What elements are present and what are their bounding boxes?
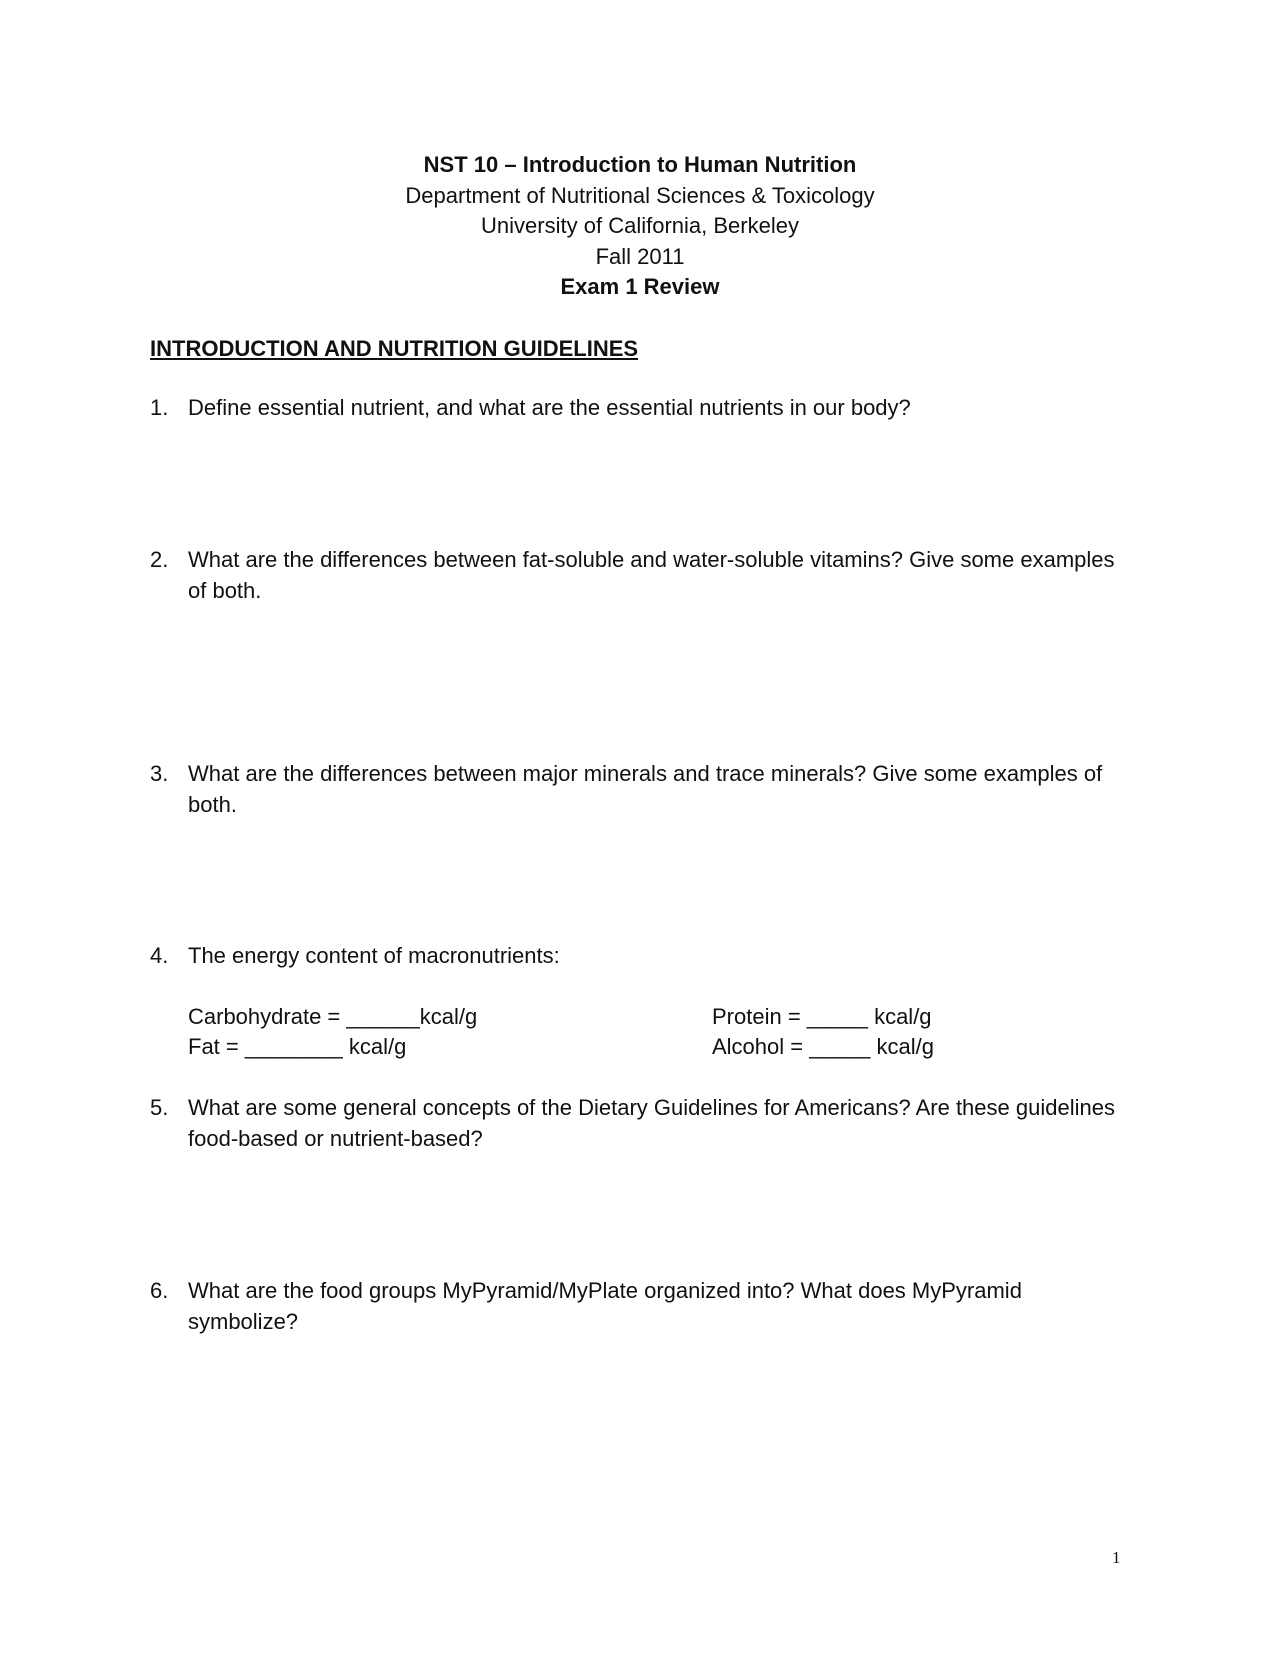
- carbohydrate-blank: Carbohydrate = ______kcal/g: [188, 1004, 478, 1029]
- question-text: What are the differences between major minerals and trace minerals? Give some examples of both.: [188, 761, 1103, 817]
- course-title: NST 10 – Introduction to Human Nutrition: [423, 152, 857, 177]
- alcohol-blank: Alcohol = _____ kcal/g: [712, 1034, 934, 1059]
- question-6: [150, 1276, 1130, 1337]
- question-number: 3.: [150, 761, 169, 786]
- section-heading: INTRODUCTION AND NUTRITION GUIDELINES: [150, 336, 639, 361]
- question-number: 4.: [150, 943, 169, 968]
- term: Fall 2011: [595, 243, 685, 269]
- question-4: [150, 941, 1130, 972]
- question-text: What are the food groups MyPyramid/MyPlate organized into? What does MyPyramid symbolize?: [188, 1278, 1022, 1334]
- university-name: University of California, Berkeley: [481, 213, 799, 238]
- question-number: 2.: [150, 547, 169, 572]
- exam-title: Exam 1 Review: [560, 274, 720, 299]
- question-text: What are some general concepts of the Dietary Guidelines for Americans? Are these guidelines food-based or nutrient-based?: [188, 1095, 1115, 1151]
- question-2: [150, 545, 1130, 606]
- document-header: [0, 150, 1280, 303]
- question-text: Define essential nutrient, and what are the essential nutrients in our body?: [188, 395, 911, 420]
- question-number: 1.: [150, 395, 169, 420]
- question-5: [150, 1093, 1130, 1154]
- question-number: 5.: [150, 1095, 169, 1120]
- department-name: Department of Nutritional Sciences & Toxicology: [405, 182, 875, 208]
- question-1: [150, 393, 1130, 424]
- question-text: What are the differences between fat-soluble and water-soluble vitamins? Give some examples of both.: [188, 547, 1115, 603]
- protein-blank: Protein = _____ kcal/g: [712, 1004, 932, 1029]
- question-text: The energy content of macronutrients:: [188, 943, 560, 968]
- fat-blank: Fat = ________ kcal/g: [188, 1034, 407, 1059]
- question-3: [150, 759, 1130, 820]
- question-number: 6.: [150, 1278, 169, 1303]
- page-number: 1: [1112, 1548, 1121, 1567]
